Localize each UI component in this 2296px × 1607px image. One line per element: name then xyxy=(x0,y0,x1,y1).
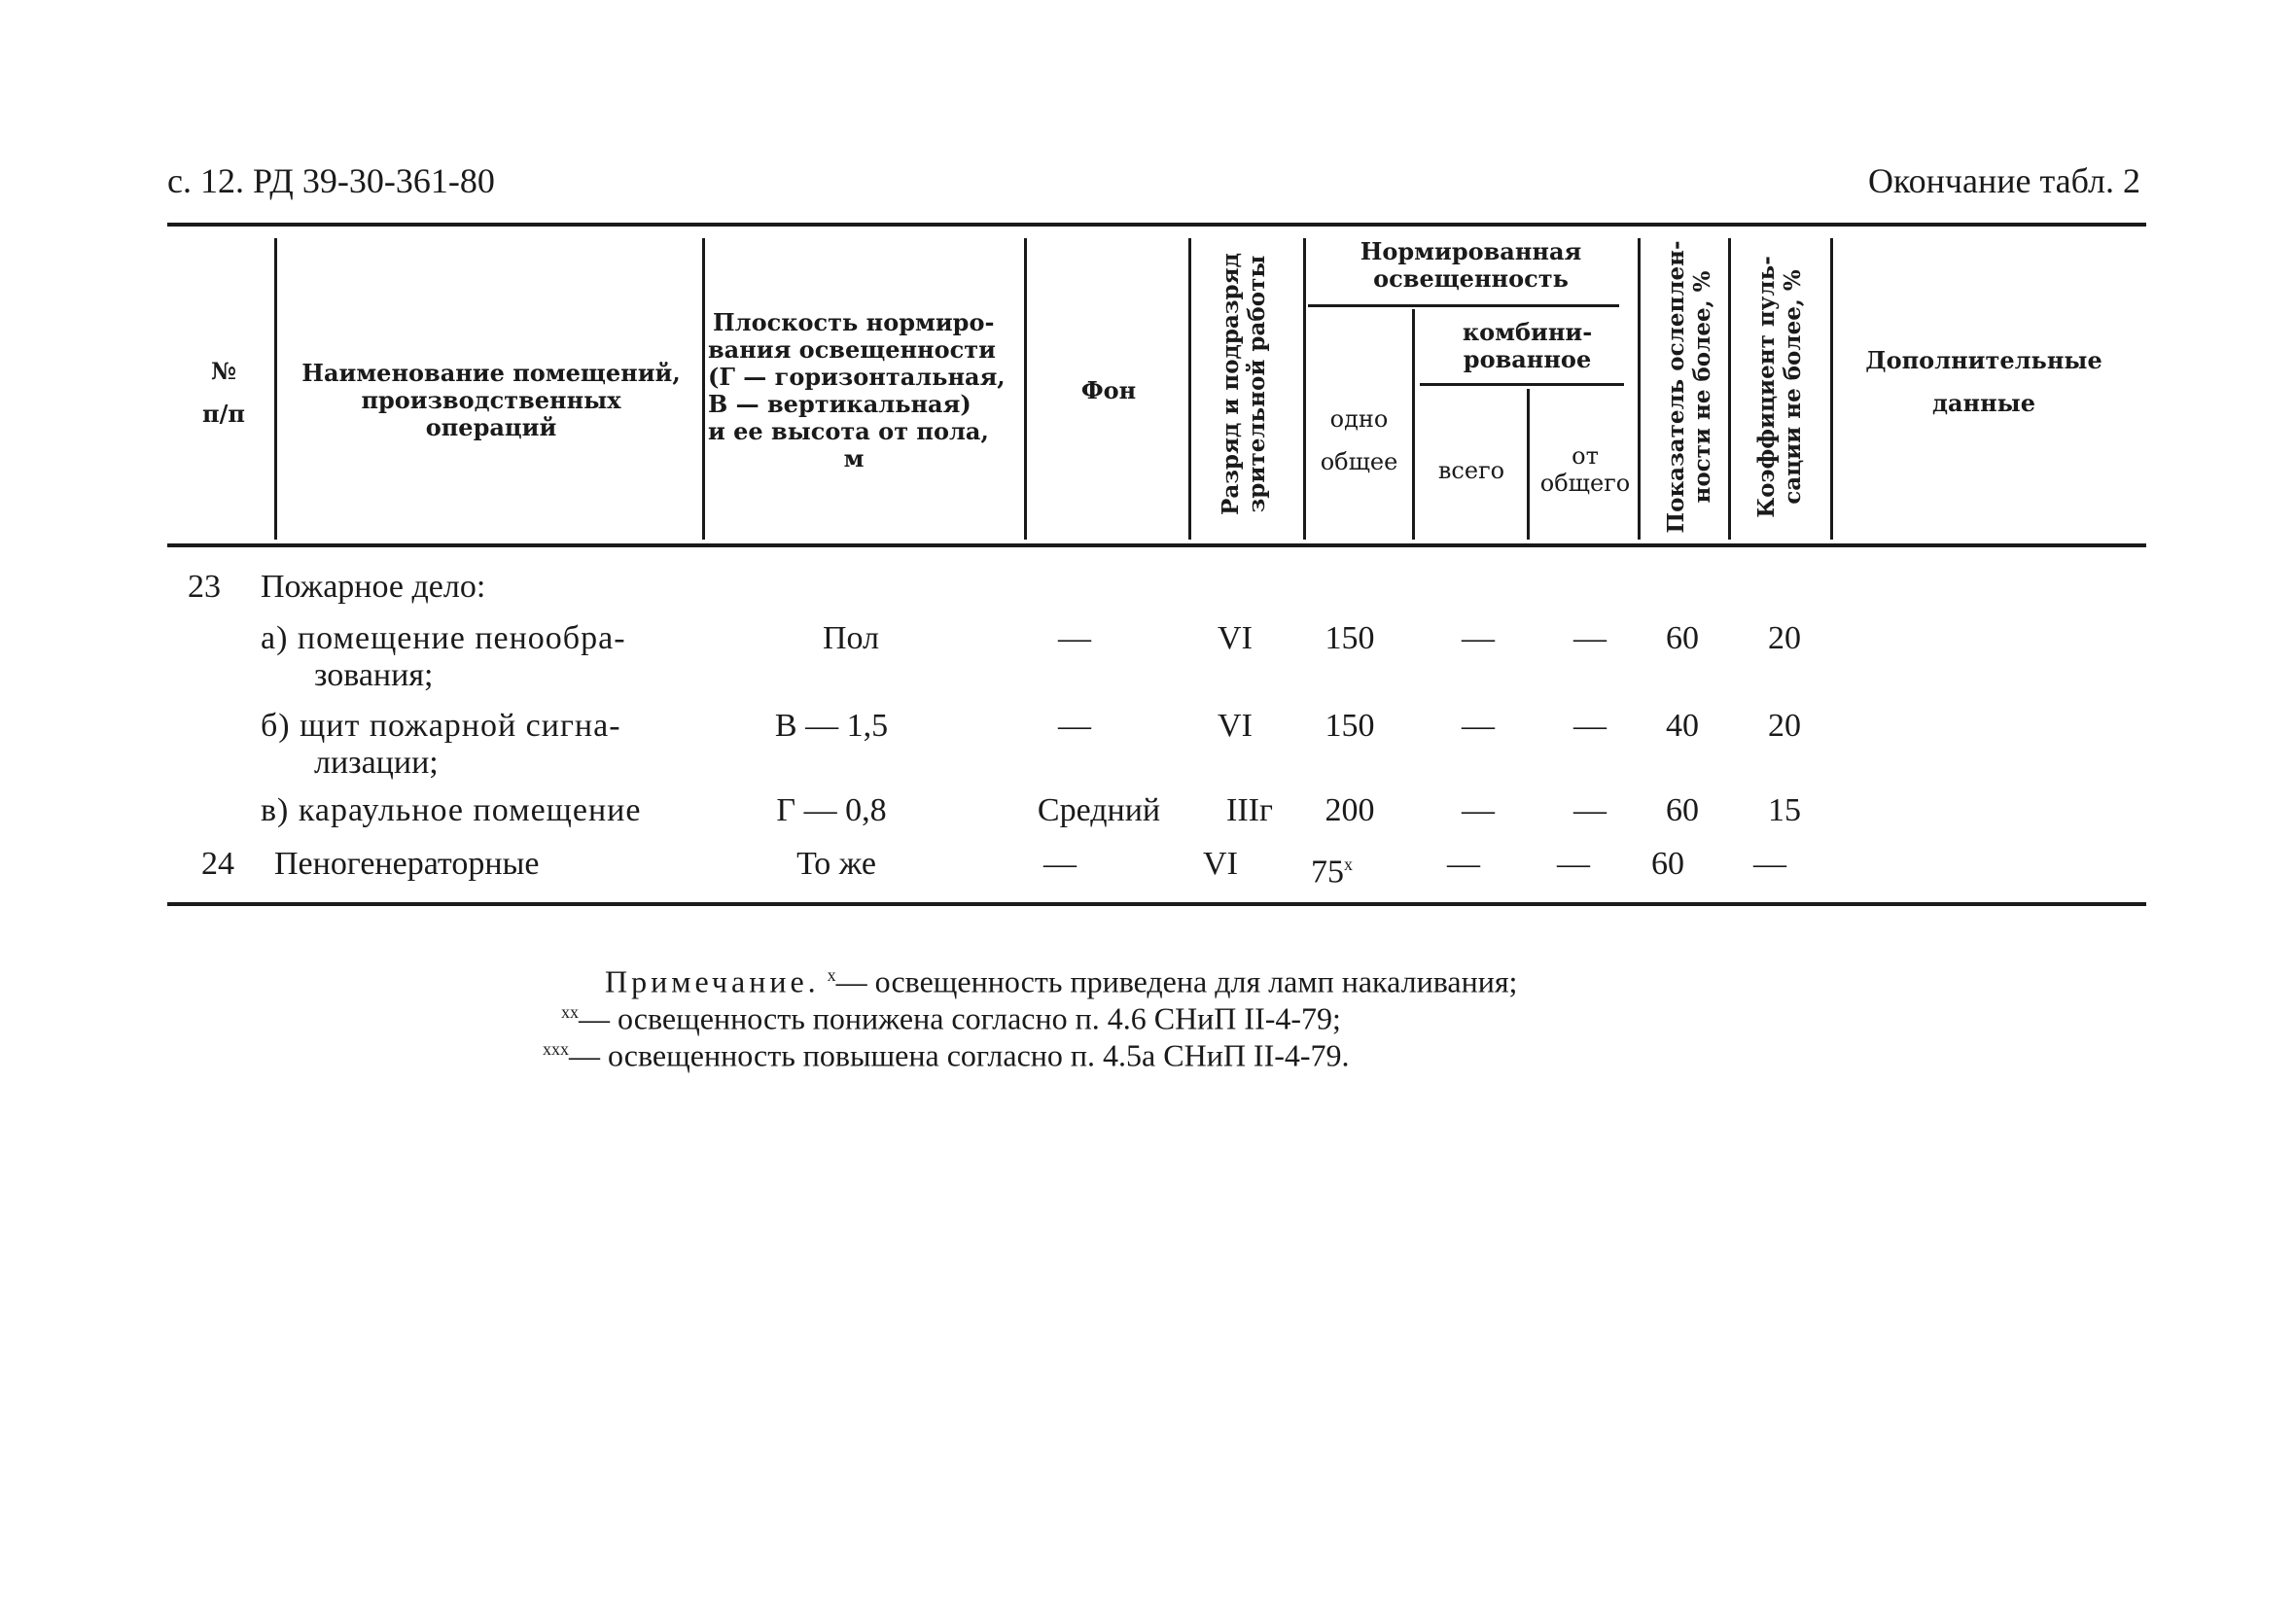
column-divider xyxy=(1188,238,1191,540)
page-header-left: с. 12. РД 39-30-361-80 xyxy=(167,161,495,200)
col-header-vsego: всего xyxy=(1437,457,1505,484)
header-subrule xyxy=(1420,383,1624,386)
col-header-dop: Дополнительные данные xyxy=(1865,346,2102,417)
table-top-rule xyxy=(167,223,2146,227)
col-header-comb: комбини- рованное xyxy=(1462,318,1593,373)
col-header-ot-obshego: от общего xyxy=(1539,442,1631,497)
col-header-razryad: Разряд и подразряд зрительной работы xyxy=(1218,253,1270,515)
column-divider xyxy=(702,238,705,540)
column-divider xyxy=(1303,238,1306,540)
column-divider xyxy=(1527,389,1530,540)
column-divider xyxy=(1412,309,1415,540)
col-header-num: № п/п xyxy=(202,357,245,428)
col-header-plane: Плоскость нормиро- вания освещенности (Г — горизонтальная, В — вертикальная) и ее высота от пола, м xyxy=(708,308,1006,472)
col-header-pokaz: Показатель ослеплен- ности не более, % xyxy=(1663,240,1715,534)
col-header-norm: Нормированная освещенность xyxy=(1360,237,1582,293)
col-header-odno: одно общее xyxy=(1320,405,1398,475)
column-divider xyxy=(1830,238,1833,540)
col-header-koef: Коэффициент пуль- сации не более, % xyxy=(1753,256,1806,518)
column-divider xyxy=(274,238,277,540)
page-header-right: Окончание табл. 2 xyxy=(1867,161,2140,200)
table-header-rule xyxy=(167,543,2146,547)
col-header-fon: Фон xyxy=(1080,376,1137,404)
column-divider xyxy=(1728,238,1731,540)
header-subrule xyxy=(1308,304,1619,307)
table-bottom-rule xyxy=(167,902,2146,906)
col-header-name: Наименование помещений, производственных операций xyxy=(301,359,681,441)
